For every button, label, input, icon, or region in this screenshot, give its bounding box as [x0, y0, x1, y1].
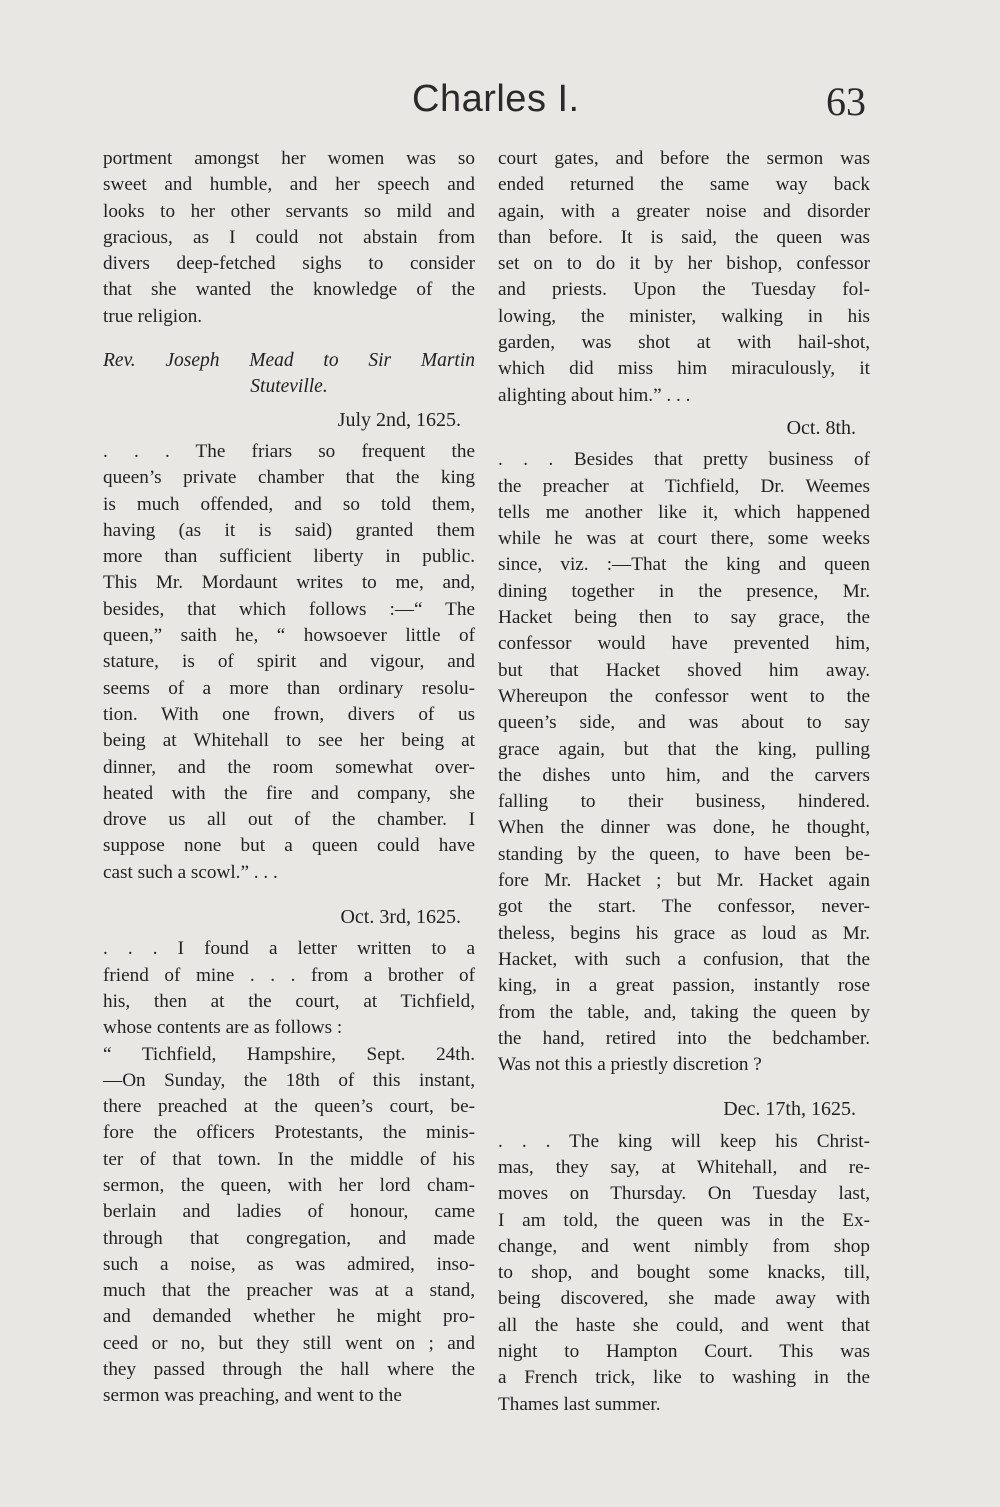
paragraph	[103, 1042, 475, 1410]
text-line: more than sufficient liberty in public.	[103, 546, 475, 568]
text-line: suppose none but a queen could have	[103, 835, 475, 857]
page-number: 63	[826, 79, 866, 124]
text-line: lowing, the minister, walking in his	[498, 305, 870, 327]
text-line: through that congregation, and made	[103, 1227, 475, 1249]
text-line: friend of mine . . . from a brother of	[103, 964, 475, 986]
text-line: a French trick, like to washing in the	[498, 1367, 870, 1389]
paragraph	[498, 1129, 870, 1418]
running-head	[0, 78, 1000, 138]
text-line: is much offended, and so told them,	[103, 493, 475, 515]
text-line: garden, was shot at with hail-shot,	[498, 332, 870, 354]
text-line: but that Hacket shoved him away.	[498, 659, 870, 681]
text-line: grace again, but that the king, pulling	[498, 738, 870, 760]
text-line: looks to her other servants so mild and	[103, 200, 475, 222]
text-line: besides, that which follows :—“ The	[103, 598, 475, 620]
text-line: alighting about him.” . . .	[498, 384, 691, 406]
letter-date: Oct. 3rd, 1625.	[340, 906, 461, 929]
text-line: berlain and ladies of honour, came	[103, 1201, 475, 1223]
text-line: than before. It is said, the queen was	[498, 226, 870, 248]
text-line: mas, they say, at Whitehall, and re-	[498, 1156, 870, 1178]
text-line: This Mr. Mordaunt writes to me, and,	[103, 572, 475, 594]
letter-heading	[103, 348, 475, 401]
text-line: being discovered, she made away with	[498, 1288, 870, 1310]
text-line: Thames last summer.	[498, 1393, 661, 1415]
text-line: they passed through the hall where the	[103, 1359, 475, 1381]
text-line: “ Tichfield, Hampshire, Sept. 24th.	[103, 1043, 475, 1065]
text-line: having (as it is said) granted them	[103, 519, 475, 541]
text-line: court gates, and before the sermon was	[498, 148, 870, 169]
letter-date: Dec. 17th, 1625.	[723, 1098, 856, 1121]
text-line: Was not this a priestly discretion ?	[498, 1054, 762, 1076]
text-line: since, viz. :—That the king and queen	[498, 554, 870, 576]
heading-line: Stuteville.	[250, 376, 328, 398]
text-line: drove us all out of the chamber. I	[103, 809, 475, 831]
text-line: whose contents are as follows :	[103, 1017, 343, 1039]
text-line: Whereupon the confessor went to the	[498, 685, 870, 707]
text-line: —On Sunday, the 18th of this instant,	[103, 1069, 475, 1091]
text-line: stature, is of spirit and vigour, and	[103, 651, 475, 673]
paragraph	[498, 146, 870, 409]
text-line: queen,” saith he, “ howsoever little of	[103, 625, 475, 647]
left-column	[103, 146, 475, 1410]
text-line: sweet and humble, and her speech and	[103, 174, 475, 196]
text-line: seems of a more than ordinary resolu-	[103, 677, 475, 699]
text-line: true religion.	[103, 305, 203, 327]
text-line: from the table, and, taking the queen by	[498, 1001, 870, 1023]
text-line: cast such a scowl.” . . .	[103, 861, 278, 883]
heading-line: Rev. Joseph Mead to Sir Martin	[103, 350, 475, 372]
paragraph	[103, 146, 475, 330]
text-line: . . . The friars so frequent the	[103, 440, 475, 462]
text-line: . . . Besides that pretty business of	[498, 449, 870, 471]
text-line: queen’s side, and was about to say	[498, 712, 870, 734]
text-line: moves on Thursday. On Tuesday last,	[498, 1183, 870, 1205]
text-line: his, then at the court, at Tichfield,	[103, 990, 475, 1012]
text-line: I am told, the queen was in the Ex-	[498, 1209, 870, 1231]
letter-date: Oct. 8th.	[786, 416, 856, 439]
text-line: night to Hampton Court. This was	[498, 1341, 870, 1363]
text-line: while he was at court there, some weeks	[498, 528, 870, 550]
text-line: king, in a great passion, instantly rose	[498, 975, 870, 997]
text-line: got the start. The confessor, never-	[498, 896, 870, 918]
text-line: and priests. Upon the Tuesday fol-	[498, 279, 870, 301]
text-line: When the dinner was done, he thought,	[498, 817, 870, 839]
text-line: fore the officers Protestants, the minis-	[103, 1122, 475, 1144]
text-line: that she wanted the knowledge of the	[103, 279, 475, 301]
text-line: heated with the fire and company, she	[103, 782, 475, 804]
text-line: Hacket being then to say grace, the	[498, 607, 870, 629]
text-line: tion. With one frown, divers of us	[103, 703, 475, 725]
text-line: ended returned the same way back	[498, 174, 870, 196]
text-line: much that the preacher was at a stand,	[103, 1280, 475, 1302]
text-line: there preached at the queen’s court, be-	[103, 1096, 475, 1118]
paragraph	[498, 447, 870, 1078]
text-line: such a noise, as was admired, inso-	[103, 1253, 475, 1275]
text-line: fore Mr. Hacket ; but Mr. Hacket again	[498, 870, 870, 892]
text-line: dinner, and the room somewhat over-	[103, 756, 475, 778]
paragraph	[103, 936, 475, 1041]
text-line: to shop, and bought some knacks, till,	[498, 1262, 870, 1284]
text-line: being at Whitehall to see her being at	[103, 730, 475, 752]
right-column	[498, 146, 870, 1418]
text-line: which did miss him miraculously, it	[498, 358, 870, 380]
text-line: . . . The king will keep his Christ-	[498, 1130, 870, 1152]
text-line: change, and went nimbly from shop	[498, 1235, 870, 1257]
text-line: all the haste she could, and went that	[498, 1314, 870, 1336]
text-line: queen’s private chamber that the king	[103, 467, 475, 489]
text-line: portment amongst her women was so	[103, 148, 475, 169]
text-line: falling to their business, hindered.	[498, 791, 870, 813]
text-line: divers deep-fetched sighs to consider	[103, 253, 475, 275]
text-line: again, with a greater noise and disorder	[498, 200, 870, 222]
text-line: the hand, retired into the bedchamber.	[498, 1027, 870, 1049]
text-line: theless, begins his grace as loud as Mr.	[498, 922, 870, 944]
text-line: ceed or no, but they still went on ; and	[103, 1332, 475, 1354]
running-title: Charles I.	[412, 78, 580, 120]
text-line: and demanded whether he might pro-	[103, 1306, 475, 1328]
text-line: the preacher at Tichfield, Dr. Weemes	[498, 475, 870, 497]
text-line: . . . I found a letter written to a	[103, 938, 475, 960]
text-line: gracious, as I could not abstain from	[103, 226, 475, 248]
text-line: ter of that town. In the middle of his	[103, 1148, 475, 1170]
text-line: sermon was preaching, and went to the	[103, 1385, 402, 1407]
text-line: confessor would have prevented him,	[498, 633, 870, 655]
text-line: standing by the queen, to have been be-	[498, 843, 870, 865]
text-line: Hacket, with such a confusion, that the	[498, 948, 870, 970]
text-line: dining together in the presence, Mr.	[498, 580, 870, 602]
text-line: the dishes unto him, and the carvers	[498, 764, 870, 786]
letter-date: July 2nd, 1625.	[337, 408, 461, 431]
paragraph	[103, 439, 475, 886]
text-line: sermon, the queen, with her lord cham-	[103, 1174, 475, 1196]
text-line: set on to do it by her bishop, confessor	[498, 253, 870, 275]
text-line: tells me another like it, which happened	[498, 501, 870, 523]
